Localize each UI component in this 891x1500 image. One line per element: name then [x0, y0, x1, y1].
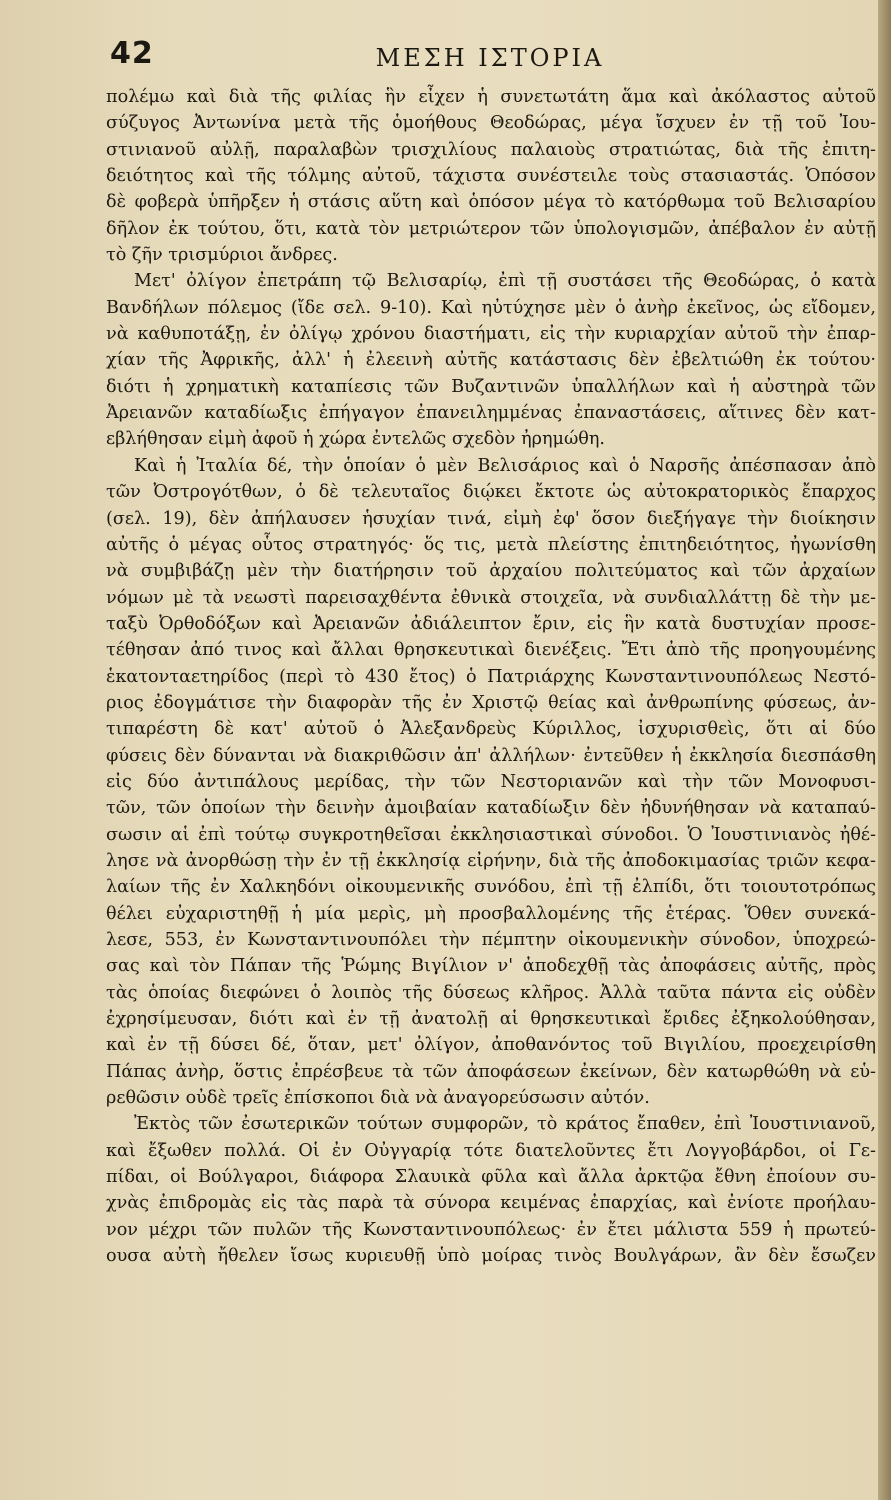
text-line: νον μέχρι τῶν πυλῶν τῆς Κωνσταντινουπόλεως· ἐν ἔτει μάλιστα 559 ἡ πρωτεύ- — [106, 1219, 876, 1240]
text-line: ταξὺ Ὀρθοδόξων καὶ Ἀρειανῶν ἀδιάλειπτον ἔριν, εἰς ἣν κατὰ δυστυχίαν προσε- — [106, 613, 876, 634]
text-line: νὰ συμβιβάζῃ μὲν τὴν διατήρησιν τοῦ ἀρχαίου πολιτεύματος καὶ τῶν ἀρχαίων — [106, 561, 876, 582]
body-text — [106, 84, 876, 1269]
page-edge — [878, 0, 891, 1500]
text-line: τῶν, τῶν ὁποίων τὴν δεινὴν ἀμοιβαίαν καταδίωξιν δὲν ἠδυνήθησαν νὰ καταπαύ- — [106, 798, 876, 819]
text-line: δειότητος καὶ τῆς τόλμης αὐτοῦ, τάχιστα συνέστειλε τοὺς στασιαστάς. Ὁπόσον — [106, 166, 876, 187]
page-number: 42 — [110, 36, 154, 71]
text-line: ρεθῶσιν οὐδὲ τρεῖς ἐπίσκοποι διὰ νὰ ἀναγορεύσωσιν αὐτόν. — [106, 1088, 650, 1109]
text-line: σωσιν αἱ ἐπὶ τούτῳ συγκροτηθεῖσαι ἐκκλησιαστικαὶ σύνοδοι. Ὁ Ἰουστινιανὸς ἠθέ- — [106, 824, 876, 845]
text-line: καὶ ἐν τῇ δύσει δέ, ὅταν, μετ' ὀλίγον, ἀποθανόντος τοῦ Βιγιλίου, προεχειρίσθη — [106, 1035, 876, 1056]
text-line: νὰ καθυποτάξῃ, ἐν ὀλίγῳ χρόνου διαστήματι, εἰς τὴν κυριαρχίαν αὐτοῦ τὴν ἐπαρ- — [106, 324, 876, 345]
text-line: τέθησαν ἀπό τινος καὶ ἄλλαι θρησκευτικαὶ διενέξεις. Ἔτι ἀπὸ τῆς προηγουμένης — [106, 640, 876, 661]
running-title: ΜΕΣΗ ΙΣΤΟΡΙΑ — [375, 44, 605, 72]
paragraph-start-line: Ἐκτὸς τῶν ἐσωτερικῶν τούτων συμφορῶν, τὸ κράτος ἔπαθεν, ἐπὶ Ἰουστινιανοῦ, — [134, 1114, 876, 1135]
text-line: Βανδήλων πόλεμος (ἴδε σελ. 9-10). Καὶ ηὐτύχησε μὲν ὁ ἀνὴρ ἐκεῖνος, ὡς εἴδομεν, — [106, 297, 876, 318]
text-line: πίδαι, οἱ Βούλγαροι, διάφορα Σλαυικὰ φῦλα καὶ ἄλλα ἀρκτῷα ἔθνη ἐποίουν συ- — [106, 1167, 876, 1188]
text-line: θέλει εὐχαριστηθῇ ἡ μία μερὶς, μὴ προσβαλλομένης τῆς ἑτέρας. Ὅθεν συνεκά- — [106, 903, 876, 924]
text-line: (σελ. 19), δὲν ἀπήλαυσεν ἡσυχίαν τινά, εἰμὴ ἐφ' ὅσον διεξήγαγε τὴν διοίκησιν — [106, 508, 876, 529]
text-line: λησε νὰ ἀνορθώσῃ τὴν ἐν τῇ ἐκκλησίᾳ εἰρήνην, διὰ τῆς ἀποδοκιμασίας τριῶν κεφα- — [106, 850, 876, 871]
text-line: σύζυγος Ἀντωνίνα μετὰ τῆς ὁμοήθους Θεοδώρας, μέγα ἴσχυεν ἐν τῇ τοῦ Ἰου- — [106, 113, 876, 134]
text-line: δὲ φοβερὰ ὑπῆρξεν ἡ στάσις αὕτη καὶ ὁπόσον μέγα τὸ κατόρθωμα τοῦ Βελισαρίου — [106, 192, 876, 213]
text-line: Πάπας ἀνὴρ, ὅστις ἐπρέσβευε τὰ τῶν ἀποφάσεων ἐκείνων, δὲν κατωρθώθη νὰ εὑ- — [106, 1061, 876, 1082]
text-line: τιπαρέστη δὲ κατ' αὐτοῦ ὁ Ἀλεξανδρεὺς Κύριλλος, ἰσχυρισθεὶς, ὅτι αἱ δύο — [106, 719, 876, 740]
text-line: δῆλον ἐκ τούτου, ὅτι, κατὰ τὸν μετριώτερον τῶν ὑπολογισμῶν, ἀπέβαλον ἐν αὐτῇ — [106, 218, 876, 239]
text-line: ουσα αὐτὴ ἤθελεν ἴσως κυριευθῇ ὑπὸ μοίρας τινὸς Βουλγάρων, ἂν δὲν ἔσωζεν — [106, 1246, 876, 1267]
text-line: πολέμω καὶ διὰ τῆς φιλίας ἣν εἶχεν ἡ συνετωτάτη ἅμα καὶ ἀκόλαστος αὐτοῦ — [106, 87, 876, 107]
text-line: ριος ἐδογμάτισε τὴν διαφορὰν τῆς ἐν Χριστῷ θείας καὶ ἀνθρωπίνης φύσεως, ἀν- — [106, 692, 876, 713]
text-line: Ἀρειανῶν καταδίωξις ἐπήγαγον ἐπανειλημμένας ἐπαναστάσεις, αἵτινες δὲν κατ- — [106, 403, 876, 424]
paragraph-start-line: Καὶ ἡ Ἰταλία δέ, τὴν ὁποίαν ὁ μὲν Βελισάριος καὶ ὁ Ναρσῆς ἀπέσπασαν ἀπὸ — [134, 455, 876, 476]
paragraph-start-line: Μετ' ὀλίγον ἐπετράπη τῷ Βελισαρίῳ, ἐπὶ τῇ συστάσει τῆς Θεοδώρας, ὁ κατὰ — [134, 271, 876, 292]
text-line: τὰς ὁποίας διεφώνει ὁ λοιπὸς τῆς δύσεως κλῆρος. Ἀλλὰ ταῦτα πάντα εἰς οὐδὲν — [106, 982, 876, 1003]
text-line: νόμων μὲ τὰ νεωστὶ παρεισαχθέντα ἐθνικὰ στοιχεῖα, νὰ συνδιαλλάττῃ δὲ τὴν με- — [106, 587, 876, 608]
text-line: λεσε, 553, ἐν Κωνσταντινουπόλει τὴν πέμπτην οἰκουμενικὴν σύνοδον, ὑποχρεώ- — [106, 930, 876, 950]
text-line: στινιανοῦ αὐλῇ, παραλαβὼν τρισχιλίους παλαιοὺς στρατιώτας, διὰ τῆς ἐπιτη- — [106, 139, 876, 160]
page-header — [110, 36, 870, 76]
text-line: χνὰς ἐπιδρομὰς εἰς τὰς παρὰ τὰ σύνορα κειμένας ἐπαρχίας, καὶ ἐνίοτε προήλαυ- — [106, 1193, 876, 1214]
text-line: εἰς δύο ἀντιπάλους μερίδας, τὴν τῶν Νεστοριανῶν καὶ τὴν τῶν Μονοφυσι- — [106, 771, 876, 792]
text-line: εβλήθησαν εἰμὴ ἀφοῦ ἡ χώρα ἐντελῶς σχεδὸν ἠρημώθη. — [106, 429, 606, 450]
text-line: τῶν Ὀστρογότθων, ὁ δὲ τελευταῖος διῴκει ἔκτοτε ὡς αὐτοκρατορικὸς ἔπαρχος — [106, 482, 876, 503]
text-line: διότι ἡ χρηματικὴ καταπίεσις τῶν Βυζαντινῶν ὑπαλλήλων καὶ ἡ αὐστηρὰ τῶν — [106, 376, 876, 397]
text-line: τὸ ζῆν τρισμύριοι ἄνδρες. — [106, 245, 338, 266]
text-line: ἑκατονταετηρίδος (περὶ τὸ 430 ἔτος) ὁ Πατριάρχης Κωνσταντινουπόλεως Νεστό- — [106, 666, 876, 687]
text-line: φύσεις δὲν δύνανται νὰ διακριθῶσιν ἀπ' ἀλλήλων· ἐντεῦθεν ἡ ἐκκλησία διεσπάσθη — [106, 745, 876, 766]
text-line: καὶ ἔξωθεν πολλά. Οἱ ἐν Οὐγγαρίᾳ τότε διατελοῦντες ἔτι Λογγοβάρδοι, οἱ Γε- — [106, 1140, 876, 1161]
text-line: αὐτῆς ὁ μέγας οὗτος στρατηγός· ὅς τις, μετὰ πλείστης ἐπιτηδειότητος, ἠγωνίσθη — [106, 534, 876, 555]
text-line: λαίων τῆς ἐν Χαλκηδόνι οἰκουμενικῆς συνόδου, ἐπὶ τῇ ἐλπίδι, ὅτι τοιουτοτρόπως — [106, 877, 876, 898]
text-line: σας καὶ τὸν Πάπαν τῆς Ῥώμης Βιγίλιον ν' ἀποδεχθῇ τὰς ἀποφάσεις αὐτῆς, πρὸς — [106, 956, 876, 977]
text-line: χίαν τῆς Ἀφρικῆς, ἀλλ' ἡ ἐλεεινὴ αὐτῆς κατάστασις δὲν ἐβελτιώθη ἐκ τούτου· — [106, 350, 876, 371]
text-line: ἐχρησίμευσαν, διότι καὶ ἐν τῇ ἀνατολῇ αἱ θρησκευτικαὶ ἔριδες ἐξηκολούθησαν, — [106, 1009, 876, 1030]
